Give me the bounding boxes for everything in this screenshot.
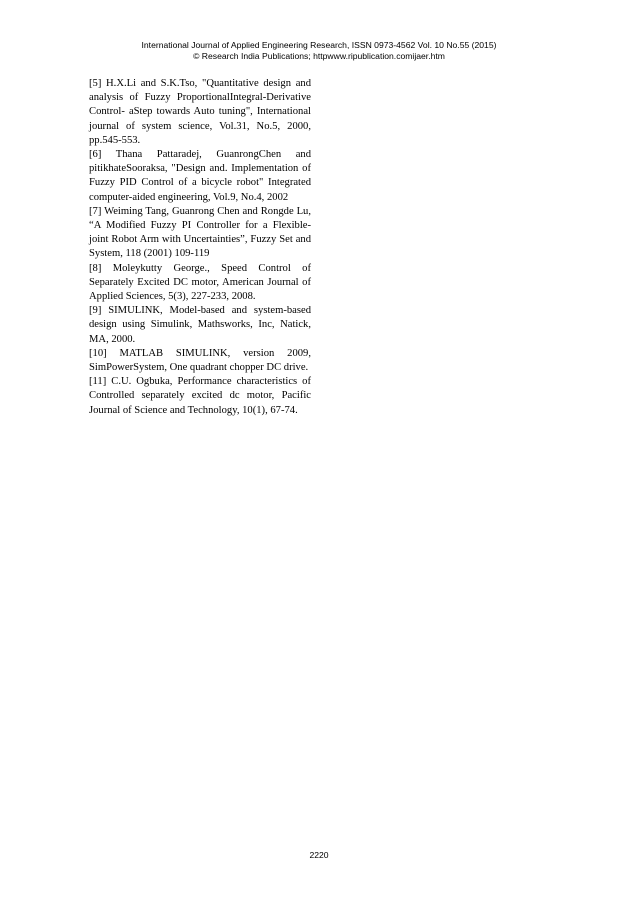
running-header [0,40,638,62]
reference-item: [9] SIMULINK, Model-based and system-based design using Simulink, Mathsworks, Inc, Natick, MA, 2000. [89,305,311,345]
reference-item: [5] H.X.Li and S.K.Tso, "Quantitative design and analysis of Fuzzy ProportionalIntegral-Derivative Control- aStep towards Auto tuning", International journal of system science, Vol.31, No.5, 2000, pp.545-553. [89,78,311,146]
reference-item: [7] Weiming Tang, Guanrong Chen and Rongde Lu, “A Modified Fuzzy PI Controller for a Flexible-joint Robot Arm with Uncertainties”, Fuzzy Set and System, 118 (2001) 109-119 [89,205,311,260]
reference-item: [8] Moleykutty George., Speed Control of Separately Excited DC motor, American Journal of Applied Sciences, 5(3), 227-233, 2008. [89,262,311,303]
reference-item: [10] MATLAB SIMULINK, version 2009, SimPowerSystem, One quadrant chopper DC drive. [89,347,311,374]
reference-list [89,77,311,418]
publisher-line: © Research India Publications; httpwww.ripublication.comijaer.htm [193,51,445,61]
reference-item: [11] C.U. Ogbuka, Performance characteristics of Controlled separately excited dc motor, Pacific Journal of Science and Technology, 10(1), 67-74. [89,376,311,416]
journal-citation-line: International Journal of Applied Engineering Research, ISSN 0973-4562 Vol. 10 No.55 (2015) [141,40,497,50]
page-number: 2220 [309,850,329,860]
reference-item: [6] Thana Pattaradej, GuanrongChen and pitikhateSooraksa, "Design and. Implementation of Fuzzy PID Control of a bicycle robot" Integrated computer-aided engineering, Vol.9, No.4, 2002 [89,149,311,203]
